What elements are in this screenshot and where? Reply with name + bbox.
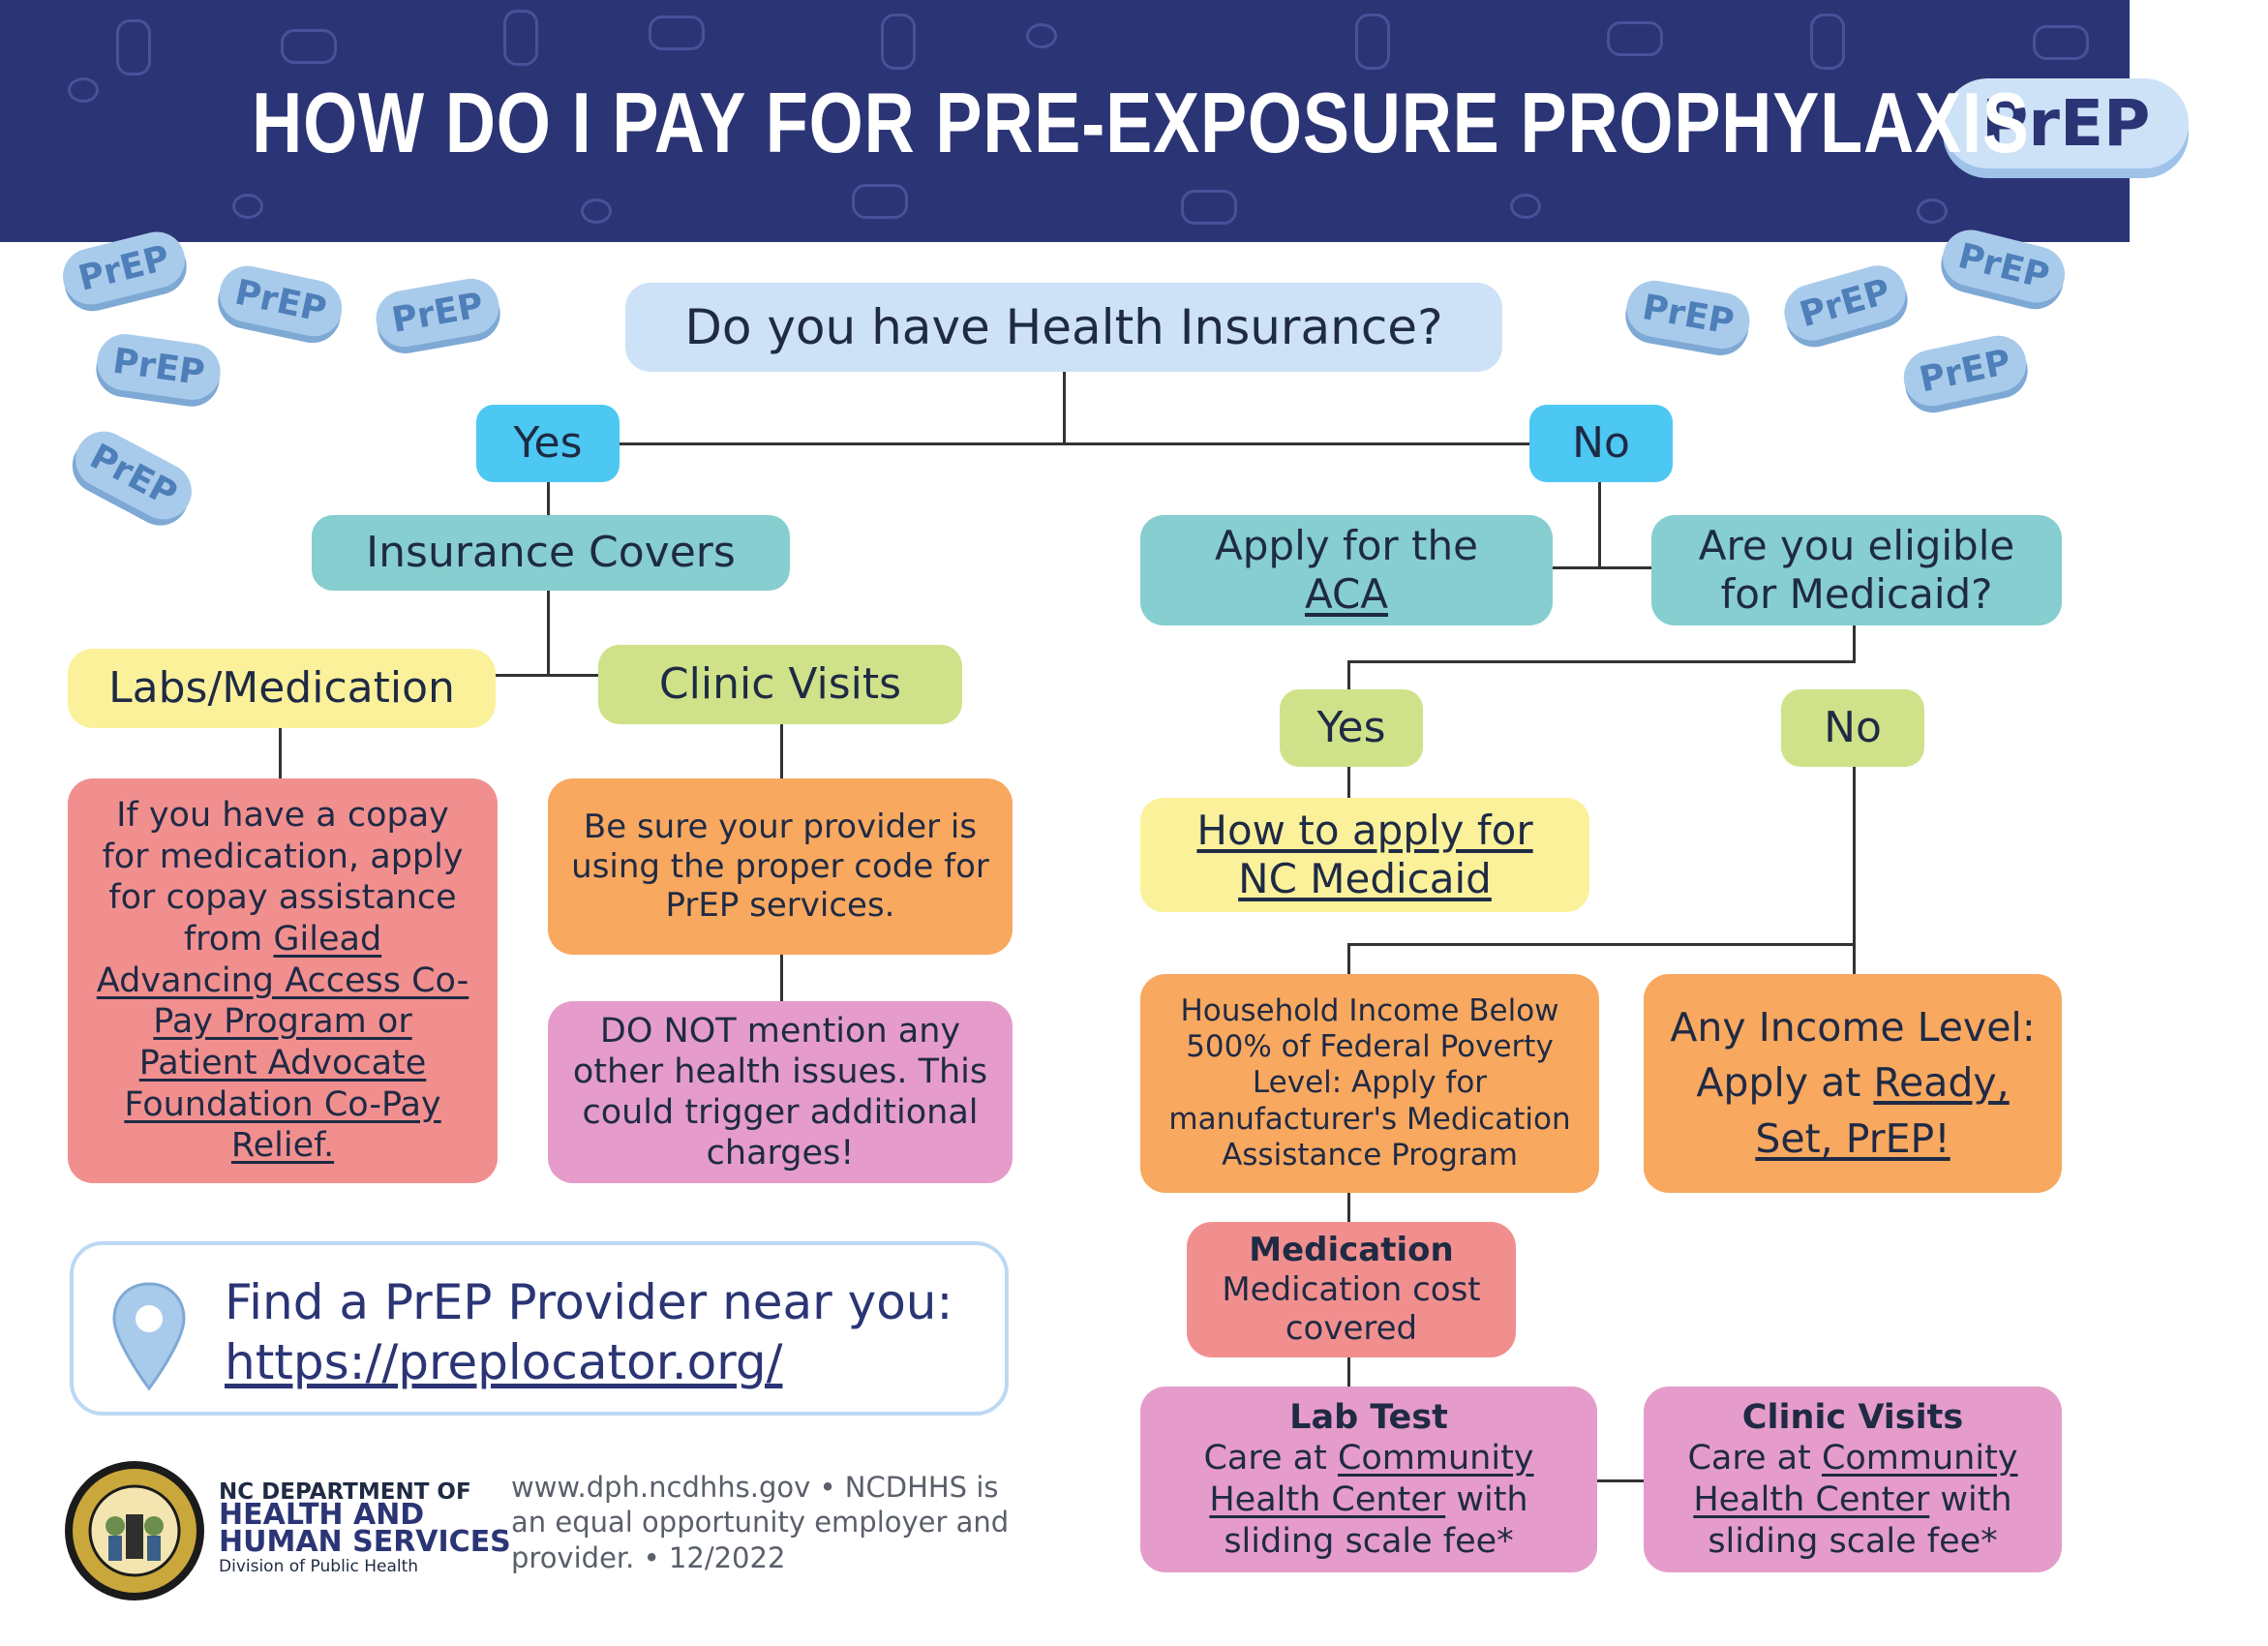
header-pattern-icon <box>232 194 263 219</box>
finder-heading: Find a PrEP Provider near you: <box>225 1274 953 1330</box>
prep-pill-icon: PrEP <box>1937 224 2071 308</box>
header-pattern-icon <box>1607 21 1663 56</box>
dept-line2: HEALTH AND <box>219 1498 425 1532</box>
any-income-text: Any Income Level: Apply at <box>1670 1003 2036 1107</box>
connector-line <box>1063 372 1066 445</box>
medication-text: Medication cost covered <box>1222 1269 1481 1349</box>
prep-pill-icon: PrEP <box>1898 330 2031 411</box>
page-title <box>0 60 2268 186</box>
connector-line <box>780 724 783 778</box>
apply-medicaid-link[interactable]: How to apply for NC Medicaid <box>1196 806 1533 902</box>
connector-line <box>1347 1357 1350 1387</box>
prep-pill-icon: PrEP <box>57 226 191 310</box>
prep-pill-icon: PrEP <box>66 421 201 529</box>
copay-text: If you have a copay for medication, apply for copay assistance from <box>102 795 464 959</box>
connector-line <box>1853 624 1856 662</box>
division-name: Division of Public Health <box>219 1557 419 1576</box>
connector-line <box>620 442 1529 445</box>
medication-title: Medication <box>1249 1230 1454 1269</box>
dept-line1: NC DEPARTMENT OF <box>219 1479 471 1505</box>
lab-test-post: with sliding scale fee* <box>1224 1480 1528 1561</box>
insurance-question: Do you have Health Insurance? <box>625 283 1502 372</box>
do-not-mention-box: DO NOT mention any other health issues. This could trigger additional charges! <box>548 1001 1013 1183</box>
location-pin-icon <box>108 1280 190 1394</box>
medicaid-yes: Yes <box>1280 689 1423 767</box>
copay-program-link[interactable]: Gilead Advancing Access Co-Pay Program or Patient Advocate Foundation Co-Pay Relief. <box>96 919 469 1166</box>
header-pattern-icon <box>649 15 705 50</box>
connector-line <box>496 674 598 677</box>
clinic-visits-chc-box <box>1644 1387 2062 1572</box>
connector-line <box>1551 566 1651 569</box>
clinic-visits: Clinic Visits <box>598 645 962 724</box>
header-pattern-icon <box>1510 194 1541 219</box>
apply-aca-text: Apply for the <box>1215 521 1478 569</box>
connector-line <box>1597 1479 1646 1482</box>
connector-line <box>547 480 550 515</box>
insurance-covers: Insurance Covers <box>312 515 790 591</box>
prep-pill-icon: PrEP <box>372 274 503 351</box>
header-pattern-icon <box>852 184 908 219</box>
header-pattern-icon <box>503 10 538 66</box>
any-income-box <box>1644 974 2062 1193</box>
lab-test-pre: Care at <box>1203 1439 1327 1478</box>
connector-line <box>1347 660 1350 691</box>
insurance-no: No <box>1529 405 1673 482</box>
header-pattern-icon <box>2033 25 2089 60</box>
lab-test-box <box>1140 1387 1597 1572</box>
header-pattern-icon <box>1917 198 1948 224</box>
aca-link[interactable]: ACA <box>1304 570 1389 618</box>
household-income-box: Household Income Below 500% of Federal Poverty Level: Apply for manufacturer's Medication Assistance Program <box>1140 974 1599 1193</box>
title-prep-pill: PrEP <box>1943 78 2189 168</box>
dept-line3: HUMAN SERVICES <box>219 1525 511 1559</box>
footer-info: www.dph.ncdhhs.gov • NCDHHS is an equal opportunity employer and provider. • 12/2022 <box>511 1471 1010 1574</box>
ready-set-prep-link[interactable]: Ready, Set, PrEP! <box>1755 1059 2010 1162</box>
title-text: HOW DO I PAY FOR PRE-EXPOSURE PROPHYLAXIS <box>252 75 2031 170</box>
prep-pill-icon: PrEP <box>214 260 347 341</box>
community-health-center-link[interactable]: Community Health Center <box>1209 1439 1534 1519</box>
header-pattern-icon <box>1026 23 1057 48</box>
connector-line <box>547 591 550 676</box>
connector-line <box>279 728 282 778</box>
connector-line <box>1347 943 1856 946</box>
title-question-mark: ? <box>2218 76 2268 168</box>
insurance-yes: Yes <box>476 405 620 482</box>
lab-test-title: Lab Test <box>1289 1397 1448 1437</box>
connector-line <box>1347 660 1856 663</box>
apply-aca-box <box>1140 515 1553 625</box>
medication-box <box>1187 1222 1516 1357</box>
medicaid-question: Are you eligible for Medicaid? <box>1651 515 2062 625</box>
provider-finder-card <box>70 1241 1009 1416</box>
connector-line <box>1347 767 1350 798</box>
clinic-visits-chc-title: Clinic Visits <box>1741 1397 1964 1437</box>
nc-state-seal-icon <box>62 1458 207 1603</box>
apply-medicaid-box <box>1140 798 1589 912</box>
medicaid-no: No <box>1781 689 1924 767</box>
connector-line <box>1347 943 1350 974</box>
header-pattern-icon <box>581 198 612 224</box>
header-pattern-icon <box>1181 190 1237 225</box>
labs-medication: Labs/Medication <box>68 649 496 728</box>
prep-pill-icon: PrEP <box>1622 276 1754 352</box>
clinic-visits-chc-pre: Care at <box>1687 1439 1811 1478</box>
clinic-visits-chc-post: with sliding scale fee* <box>1708 1480 2012 1561</box>
connector-line <box>1347 1193 1350 1222</box>
prep-pill-icon: PrEP <box>1777 259 1912 347</box>
header-pattern-icon <box>281 29 337 64</box>
prep-pill-icon: PrEP <box>94 330 225 403</box>
copay-assistance-box <box>68 778 498 1183</box>
preplocator-link[interactable]: https://preplocator.org/ <box>225 1334 783 1390</box>
connector-line <box>1598 480 1601 567</box>
community-health-center-link[interactable]: Community Health Center <box>1693 1439 2018 1519</box>
connector-line <box>780 955 783 1001</box>
provider-code-box: Be sure your provider is using the proper code for PrEP services. <box>548 778 1013 955</box>
